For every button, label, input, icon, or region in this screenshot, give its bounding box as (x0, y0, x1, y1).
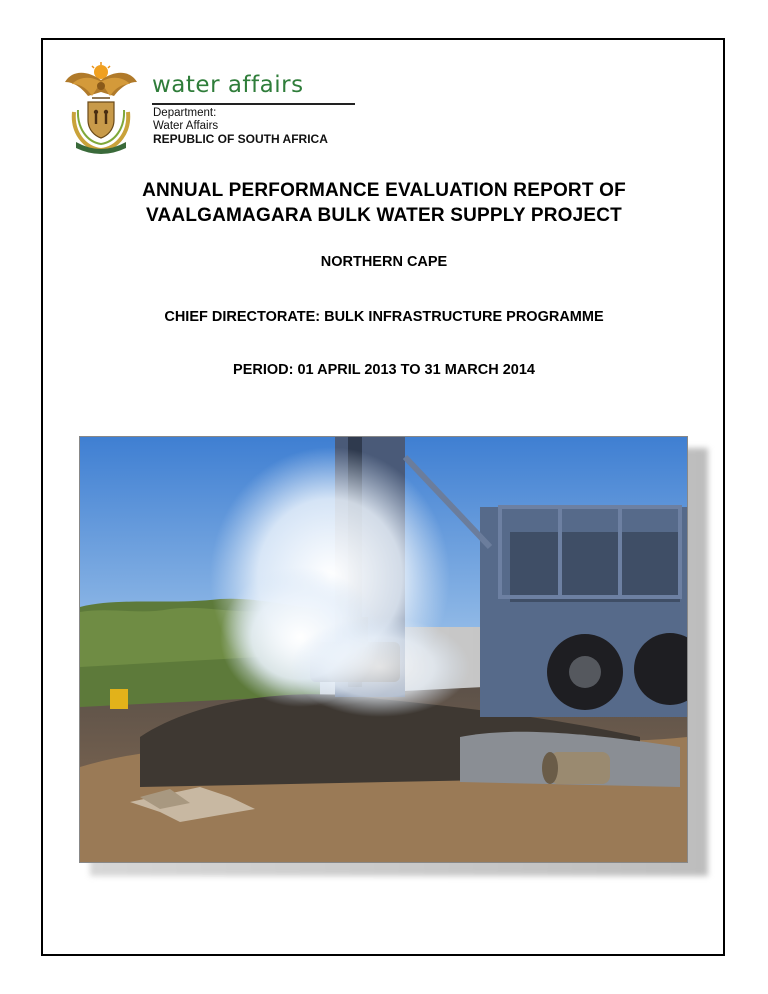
province-heading: NORTHERN CAPE (320, 254, 448, 270)
report-title (60, 178, 708, 228)
coat-of-arms-icon (62, 62, 140, 154)
department-logo (62, 62, 362, 157)
report-title-line-2: VAALGAMAGARA BULK WATER SUPPLY PROJECT (146, 205, 622, 226)
wordmark: water affairs (152, 72, 304, 98)
borehole-drilling-photo (79, 436, 688, 863)
department-line-1: Department: (153, 107, 217, 119)
department-line-2: Water Affairs (153, 120, 219, 132)
department-label (153, 107, 328, 146)
wordmark-rule (152, 103, 355, 105)
directorate-heading: CHIEF DIRECTORATE: BULK INFRASTRUCTURE PROGRAMME (164, 309, 604, 325)
drilling-rig-illustration (80, 437, 687, 862)
report-title-line-1: ANNUAL PERFORMANCE EVALUATION REPORT OF (142, 180, 626, 201)
period-heading: PERIOD: 01 APRIL 2013 TO 31 MARCH 2014 (233, 362, 535, 378)
department-line-3: REPUBLIC OF SOUTH AFRICA (153, 132, 328, 146)
